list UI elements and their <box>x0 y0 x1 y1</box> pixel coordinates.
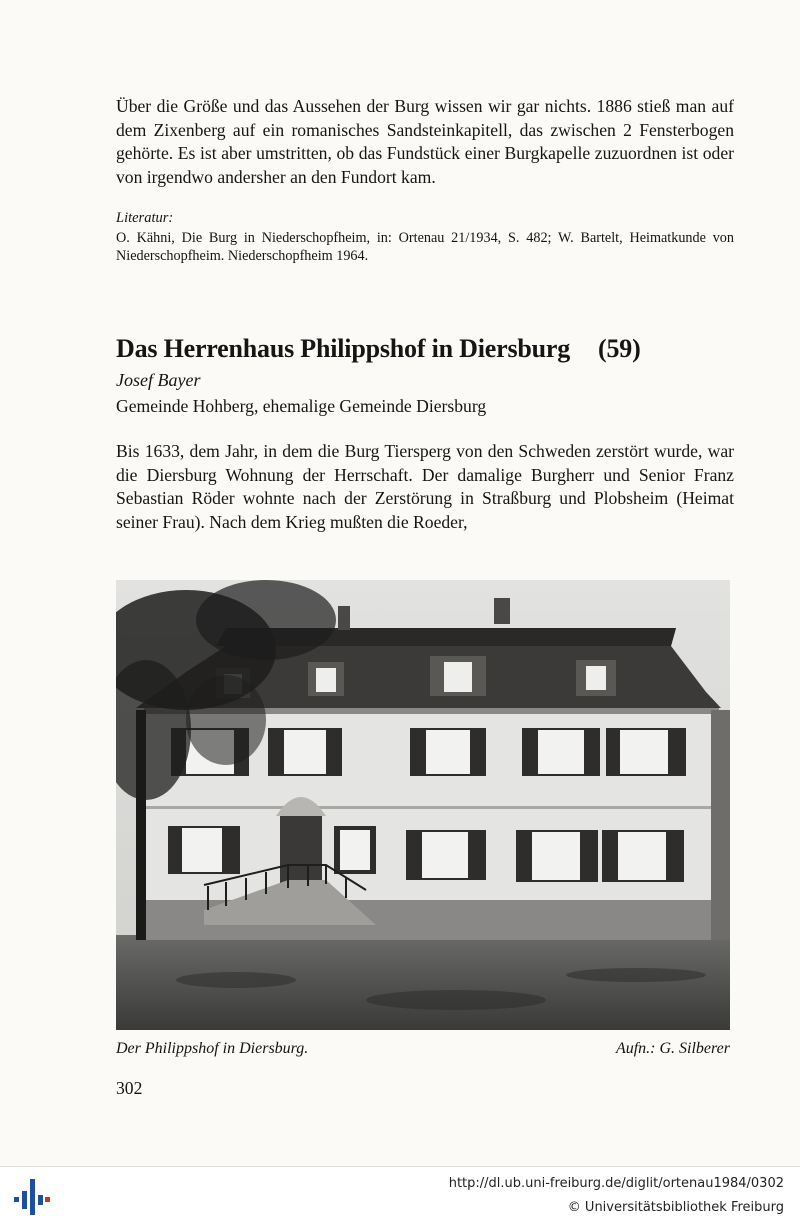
article-location: Gemeinde Hohberg, ehemalige Gemeinde Diersburg <box>116 396 487 416</box>
article-number: (59) <box>598 334 641 363</box>
intro-paragraph: Über die Größe und das Aussehen der Burg wissen wir gar nichts. 1886 stieß man auf dem Zixenberg auf ein romanisches Sandsteinkapitell, das zwischen 2 Fensterbogen gehörte. Es ist aber umstritten, ob das Fundstück einer Burgkapelle zuzuordnen ist oder von irgendwo andersher an den Fundort kam. <box>116 96 734 187</box>
literature-label: Literatur: <box>116 210 174 226</box>
literature-text: O. Kähni, Die Burg in Niederschopfheim, in: Ortenau 21/1934, S. 482; W. Bartelt, Heimatkunde von Niederschopfheim. Niederschopfheim 1964. <box>116 230 734 264</box>
footer-url-link[interactable]: http://dl.ub.uni-freiburg.de/diglit/ortenau1984/0302 <box>448 1176 784 1191</box>
article-title <box>116 334 641 364</box>
footer-bar <box>0 1166 800 1225</box>
photo-caption: Der Philippshof in Diersburg. <box>116 1040 309 1057</box>
philippshof-photo <box>116 580 730 1030</box>
ub-freiburg-logo-icon <box>12 1177 52 1217</box>
footer-copyright: © Universitätsbibliothek Freiburg <box>567 1200 784 1215</box>
article-author: Josef Bayer <box>116 370 201 390</box>
photo-credit: Aufn.: G. Silberer <box>615 1040 730 1057</box>
page-number: 302 <box>116 1078 143 1098</box>
article-title-text: Das Herrenhaus Philippshof in Diersburg <box>116 334 571 363</box>
article-body: Bis 1633, dem Jahr, in dem die Burg Tiersperg von den Schweden zerstört wurde, war die Diersburg Wohnung der Herrschaft. Der damalige Burgherr und Senior Franz Sebastian Röder wohnte nach der Zerstörung in Straßburg und Plobsheim (Heimat seiner Frau). Nach dem Krieg mußten die Roeder, <box>116 441 734 532</box>
